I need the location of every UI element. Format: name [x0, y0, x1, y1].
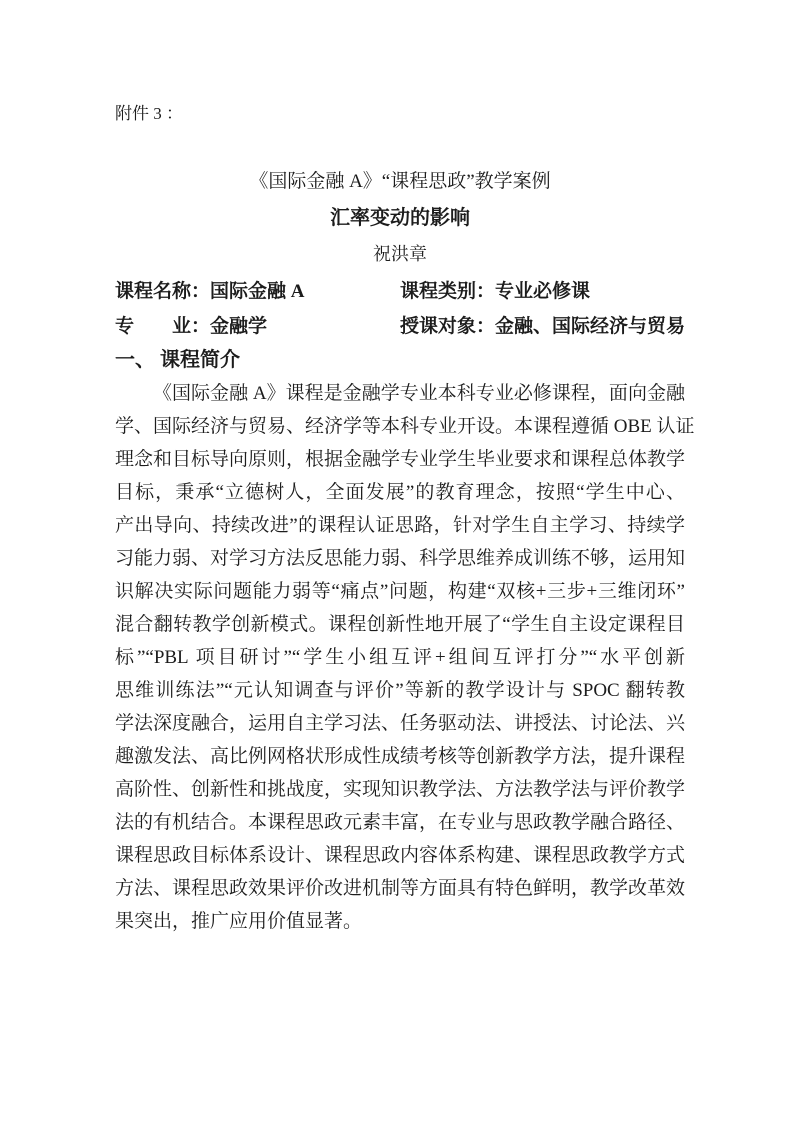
- paragraph-line: 习能力弱、对学习方法反思能力弱、科学思维养成训练不够，运用知: [115, 548, 686, 569]
- paragraph-line: 产出导向、持续改进”的课程认证思路，针对学生自主学习、持续学: [115, 515, 685, 536]
- paragraph-line: 方法、课程思政效果评价改进机制等方面具有特色鲜明，教学改革效: [115, 878, 686, 899]
- paragraph-line: 趣激发法、高比例网格状形成性成绩考核等创新教学方法，提升课程: [115, 746, 686, 767]
- paragraph-line: 《国际金融 A》课程是金融学专业本科专业必修课程，面向金融: [153, 383, 685, 404]
- course-intro-paragraph: [115, 377, 695, 938]
- paragraph-line: 识解决实际问题能力弱等“痛点”问题，构建“双核+三步+三维闭环”: [115, 581, 685, 602]
- course-name-field: 课程名称：国际金融 A: [115, 281, 305, 302]
- course-meta-row-1: [115, 280, 685, 304]
- document-content: [115, 0, 695, 938]
- case-title: 汇率变动的影响: [330, 207, 470, 229]
- paragraph-line: 高阶性、创新性和挑战度，实现知识教学法、方法教学法与评价教学: [115, 779, 686, 800]
- paragraph-line: 学、国际经济与贸易、经济学等本科专业开设。本课程遵循 OBE 认证: [115, 416, 695, 437]
- document-title: 《国际金融 A》“课程思政”教学案例: [249, 171, 551, 192]
- paragraph-line: 学法深度融合，运用自主学习法、任务驱动法、讲授法、讨论法、兴: [115, 713, 686, 734]
- paragraph-line: 法的有机结合。本课程思政元素丰富，在专业与思政教学融合路径、: [115, 812, 686, 833]
- paragraph-line: 目标，秉承“立德树人，全面发展”的教育理念，按照“学生中心、: [115, 482, 685, 503]
- author-name: 祝洪章: [373, 244, 427, 264]
- course-meta-row-2: [115, 315, 685, 339]
- course-type-field: 课程类别：专业必修课: [400, 281, 591, 302]
- paragraph-line: 思维训练法”“元认知调查与评价”等新的教学设计与 SPOC 翻转教: [115, 680, 685, 701]
- paragraph-line: 标”“PBL 项目研讨”“学生小组互评+组间互评打分”“水平创新: [115, 647, 685, 668]
- paragraph-line: 理念和目标导向原则，根据金融学专业学生毕业要求和课程总体教学: [115, 449, 686, 470]
- paragraph-line: 混合翻转教学创新模式。课程创新性地开展了“学生自主设定课程目: [115, 614, 685, 635]
- paragraph-line: 果突出，推广应用价值显著。: [115, 911, 363, 932]
- section-heading-course-intro: 一、 课程简介: [115, 349, 240, 371]
- paragraph-line: 课程思政目标体系设计、课程思政内容体系构建、课程思政教学方式: [115, 845, 686, 866]
- attachment-label: 附件 3 ：: [115, 104, 183, 123]
- audience-field: 授课对象：金融、国际经济与贸易: [400, 316, 686, 337]
- major-field: 专 业：金融学: [115, 316, 268, 337]
- course-meta: [115, 280, 685, 339]
